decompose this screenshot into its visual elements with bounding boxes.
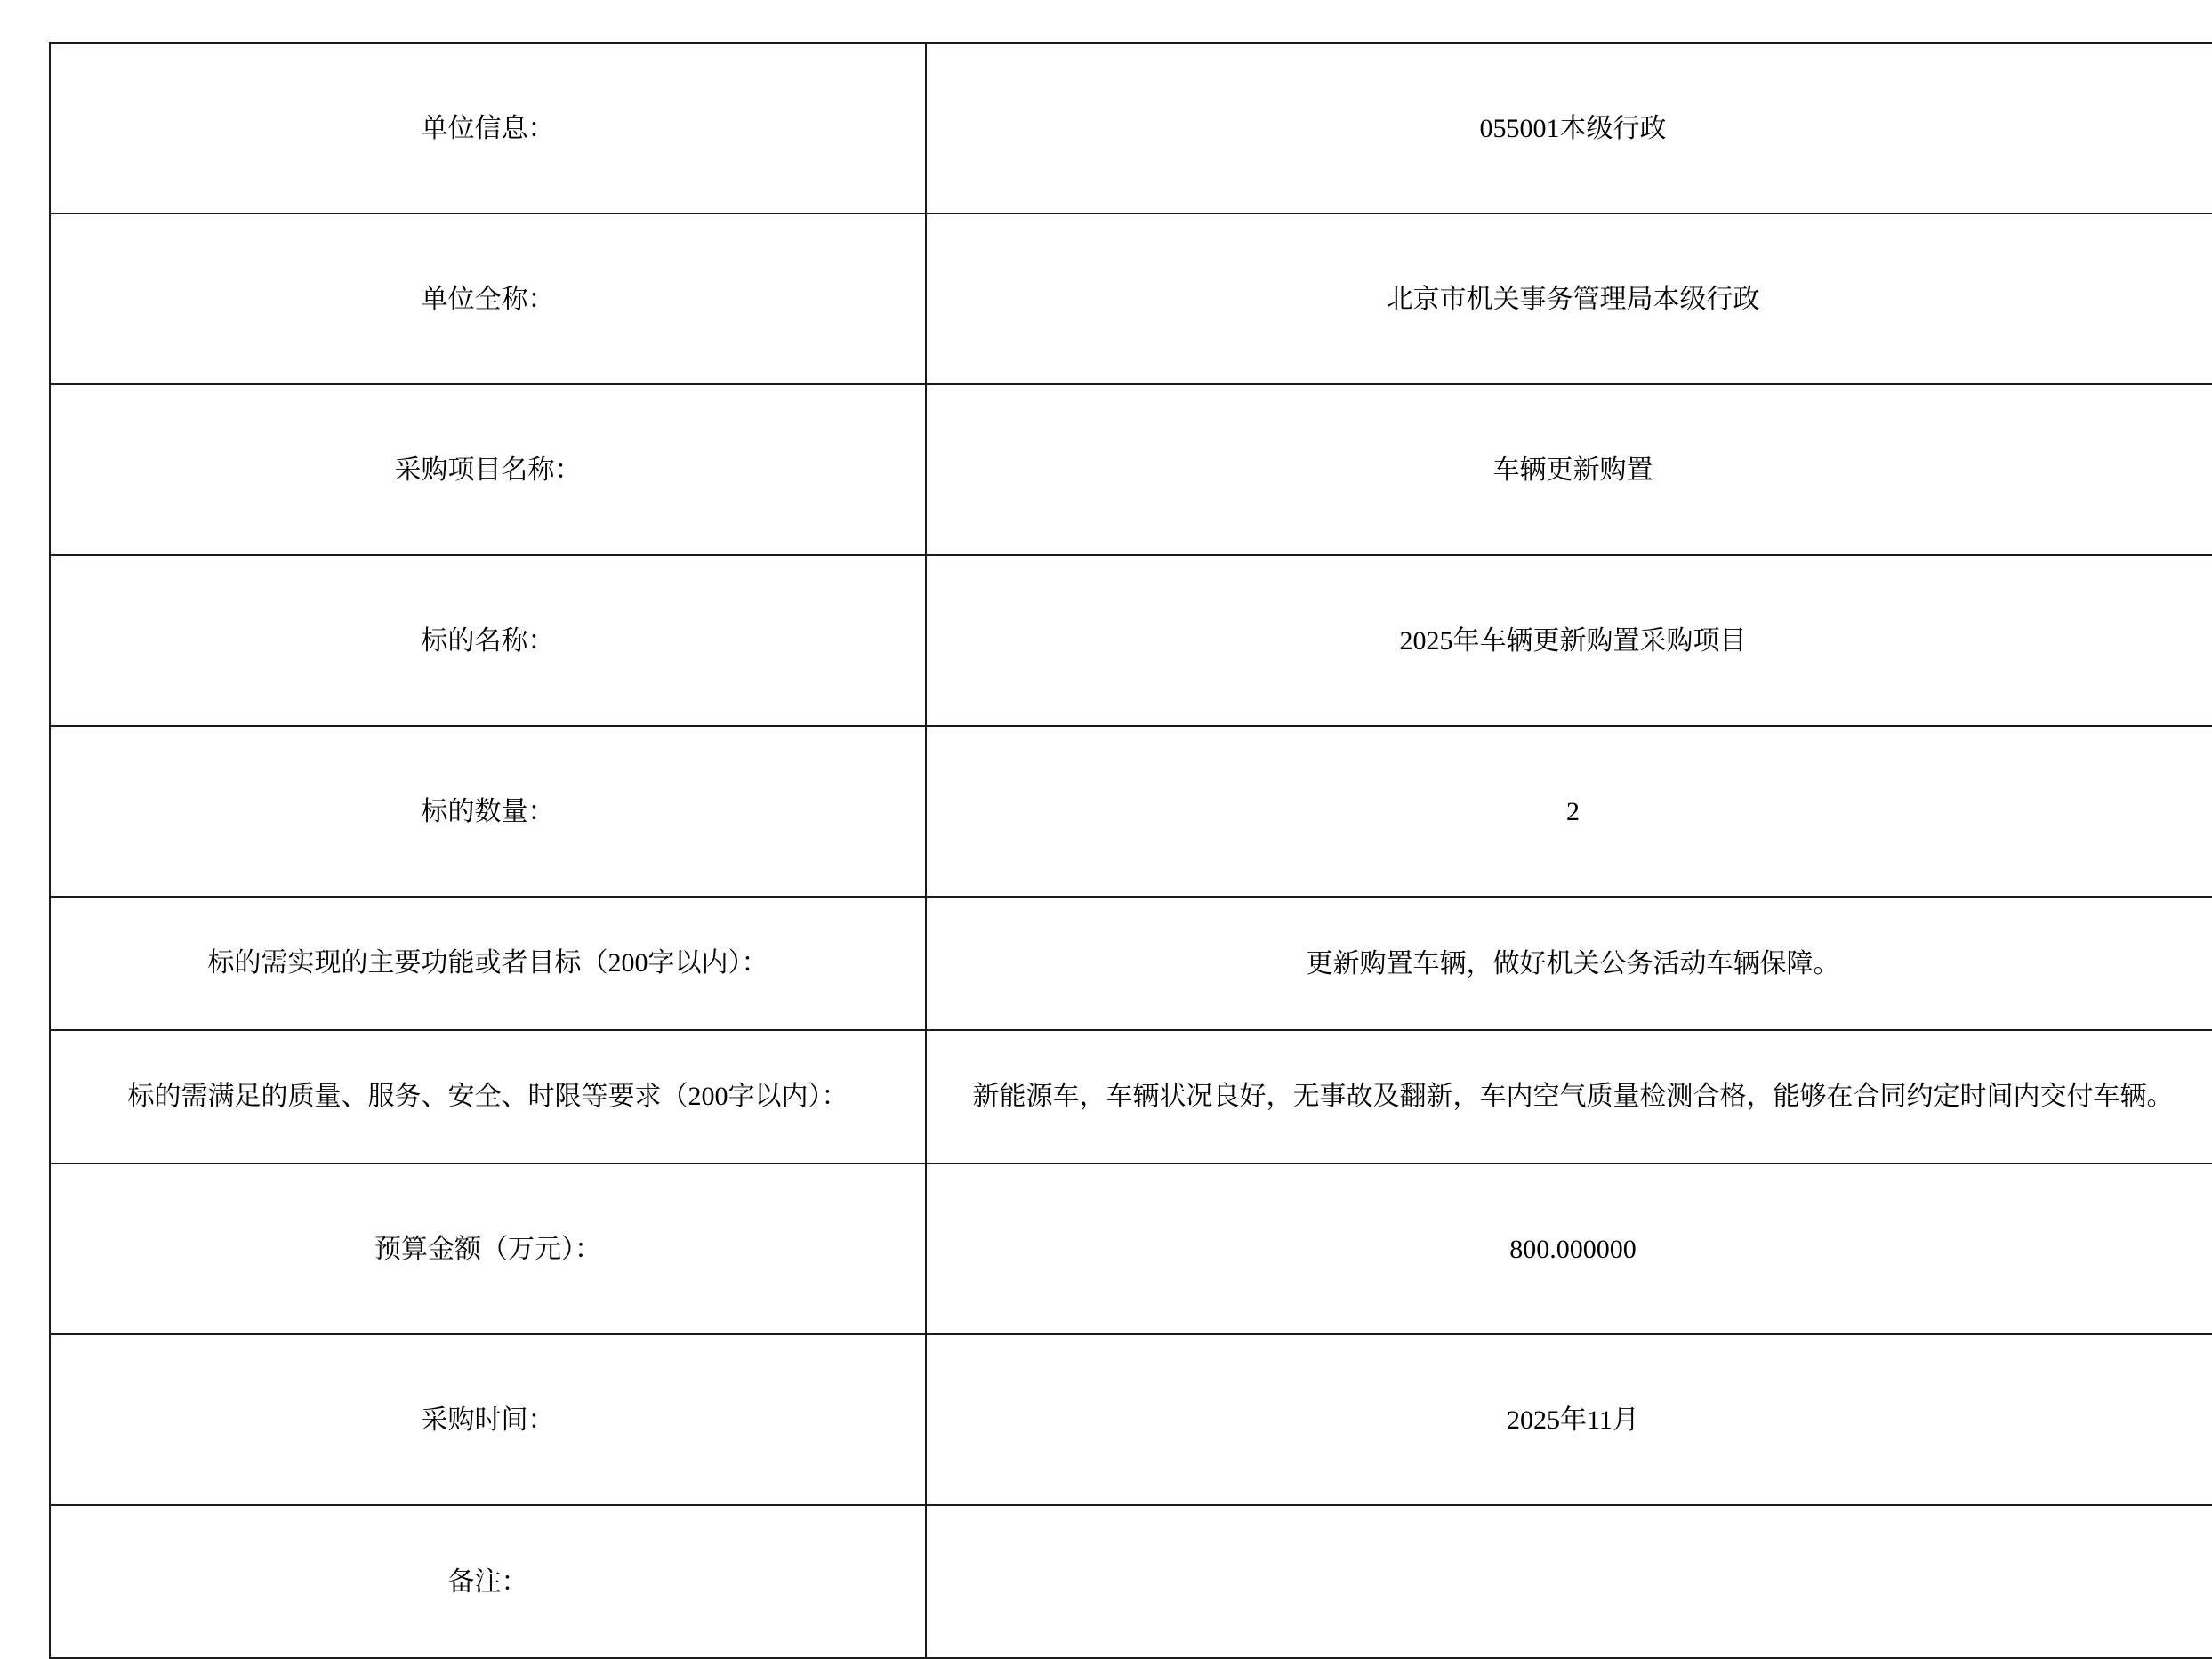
- row-label-unit-info: [50, 43, 926, 213]
- table-row: [50, 897, 2212, 1030]
- table-row: [50, 1505, 2212, 1658]
- row-label-unit-full-name: [50, 213, 926, 384]
- row-value-subject-quantity: [926, 726, 2212, 897]
- table-row: [50, 726, 2212, 897]
- row-value-procurement-time: [926, 1334, 2212, 1505]
- row-value-quality-requirements: [926, 1030, 2212, 1164]
- row-label-subject-quantity: [50, 726, 926, 897]
- label-text: 标的需实现的主要功能或者目标（200字以内）：: [207, 948, 768, 978]
- label-text: 预算金额（万元）：: [374, 1234, 601, 1264]
- label-text: 单位信息：: [421, 113, 555, 143]
- table-row: [50, 1334, 2212, 1505]
- value-text: 更新购置车辆，做好机关公务活动车辆保障。: [1306, 948, 1840, 978]
- value-text: 055001本级行政: [1479, 113, 1667, 143]
- value-text: 北京市机关事务管理局本级行政: [1386, 284, 1760, 314]
- row-value-main-function: [926, 897, 2212, 1030]
- row-label-project-name: [50, 384, 926, 555]
- value-text: 车辆更新购置: [1492, 455, 1653, 485]
- row-value-subject-name: [926, 555, 2212, 726]
- value-text: 800.000000: [1509, 1234, 1637, 1264]
- value-text: 2025年车辆更新购置采购项目: [1399, 625, 1747, 656]
- row-label-quality-requirements: [50, 1030, 926, 1164]
- row-label-budget-amount: [50, 1164, 926, 1334]
- table-row: [50, 384, 2212, 555]
- procurement-intent-table: [49, 42, 2212, 1659]
- table-row: [50, 1164, 2212, 1334]
- label-text: 采购时间：: [421, 1405, 555, 1435]
- label-text: 备注：: [447, 1566, 528, 1597]
- label-text: 单位全称：: [421, 284, 555, 314]
- row-label-main-function: [50, 897, 926, 1030]
- row-value-project-name: [926, 384, 2212, 555]
- value-text: 2: [1566, 796, 1580, 826]
- table-row: [50, 1030, 2212, 1164]
- label-text: 标的数量：: [421, 796, 555, 826]
- row-value-unit-info: [926, 43, 2212, 213]
- row-label-remarks: [50, 1505, 926, 1658]
- row-value-budget-amount: [926, 1164, 2212, 1334]
- table-row: [50, 213, 2212, 384]
- value-text: 2025年11月: [1507, 1405, 1639, 1435]
- row-label-subject-name: [50, 555, 926, 726]
- label-text: 采购项目名称：: [394, 455, 582, 485]
- row-value-unit-full-name: [926, 213, 2212, 384]
- value-text: 新能源车，车辆状况良好，无事故及翻新，车内空气质量检测合格，能够在合同约定时间内交付车辆。: [972, 1082, 2174, 1112]
- row-value-remarks: [926, 1505, 2212, 1658]
- table-row: [50, 43, 2212, 213]
- row-label-procurement-time: [50, 1334, 926, 1505]
- label-text: 标的名称：: [421, 625, 555, 656]
- table-row: [50, 555, 2212, 726]
- label-text: 标的需满足的质量、服务、安全、时限等要求（200字以内）：: [127, 1082, 849, 1112]
